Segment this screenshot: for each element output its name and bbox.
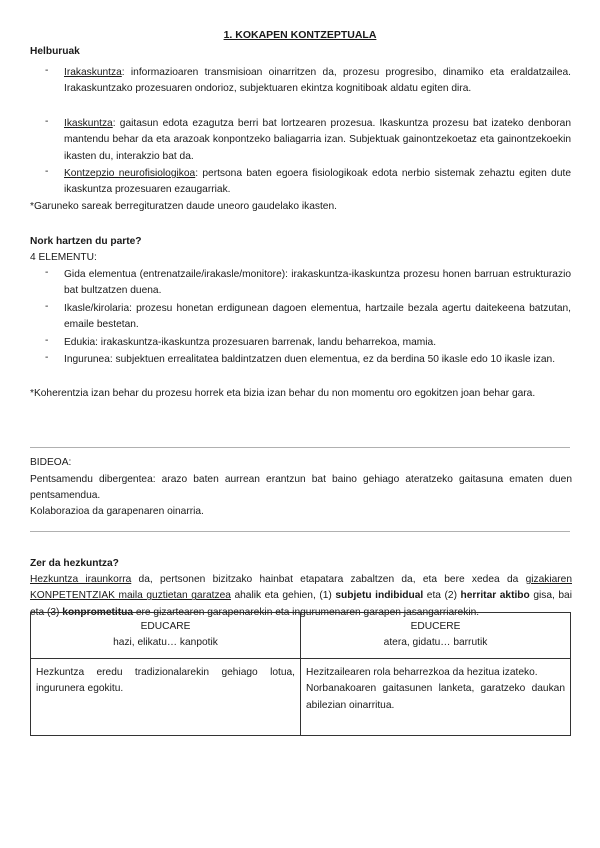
table-header-cell [301, 613, 571, 659]
bold-text: konprometitua [62, 606, 134, 618]
section-heading-hezkuntza: Zer da hezkuntza? [30, 558, 119, 569]
section-heading-nork: Nork hartzen du parte? [30, 236, 142, 247]
term: Kontzepzio neurofisiologikoa [64, 168, 196, 179]
term: Ikaskuntza [64, 118, 113, 129]
bold-text: herritar aktibo [460, 590, 530, 602]
text-run: da, pertsonen bizitzako hainbat etapatara zabaltzen da, eta bere xedea da [131, 574, 526, 585]
list-item-text: Edukia: irakaskuntza-ikaskuntza prozesuaren barrenak, landu beharrekoa, mamia. [64, 337, 437, 348]
bullet-dash: - [45, 116, 49, 127]
cell-text: Hezkuntza eredu tradizionalarekin gehiago lotua, ingurunera egokitu. [36, 666, 295, 695]
term: Irakaskuntza [64, 67, 122, 78]
list-item-text: Ikasle/kirolaria: prozesu honetan erdigunean dagoen elementua, hartzaile bezala agertu daitekeena batzutan, emaile bestetan. [64, 303, 571, 331]
divider [30, 447, 570, 448]
cell-text: Hezitzailearen rola beharrezkoa da hezitua izateko. [306, 666, 538, 678]
educare-educere-table [30, 612, 571, 736]
bullet-dash: - [45, 352, 49, 363]
column-title: EDUCARE [140, 621, 191, 632]
table-cell [31, 658, 301, 735]
paragraph: Pentsamendu dibergentea: arazo baten aurrean erantzun bat baino gehiago ateratzeko gaitasuna ematen duen pentsamendua. [30, 474, 572, 502]
text-run: ahalik eta gehien, (1) [230, 590, 336, 602]
bideoa-label: BIDEOA: [30, 457, 72, 468]
text-run: ere gizartearen garapenarekin eta ingurumenaren garapen jasangarriarekin. [133, 606, 480, 618]
text-run: eta (2) [423, 590, 461, 602]
definition: : informazioaren transmisioan oinarritzen da, prozesu progresibo, dinamiko eta eraldatzailea. Irakaskuntzako prozesuaren ondorioz, subjektuaren ekintza kognitiboak aldatu egiten dira. [64, 67, 571, 95]
subheading: 4 ELEMENTU: [30, 252, 97, 263]
table-cell [301, 658, 571, 735]
bullet-dash: - [45, 166, 49, 177]
column-subtitle: hazi, elikatu… kanpotik [113, 637, 218, 649]
column-title: EDUCERE [410, 621, 461, 632]
cell-text: Norbanakoaren gaitasunen lanketa, garatzeko daukan abilezian oinarritua. [306, 683, 565, 711]
text-run: gisa, bai eta (3) [30, 590, 572, 618]
list-item-text: Ingurunea: subjektuen errealitatea baldintzatzen duen elementua, ez da berdina 50 ikasle edo 10 ikasle izan. [64, 354, 556, 365]
note: *Garuneko sareak berregituratzen daude uneoro gaudelako ikasten. [30, 201, 337, 212]
definition: : pertsona baten egoera fisiologikoak edota nerbio sistemak zehaztu egiten dute ikaskuntza prozesuaren ezaugarriak. [64, 168, 571, 196]
note: *Koherentzia izan behar du prozesu horrek eta bizia izan behar du non momentu oro egokitzen joan behar gara. [30, 388, 536, 399]
term: Hezkuntza iraunkorra [30, 574, 132, 585]
bold-text: subjetu indibidual [335, 590, 424, 602]
bullet-dash: - [45, 301, 49, 312]
definition: : gaitasun edota ezagutza berri bat lortzearen prozesua. Ikaskuntza prozesu bat izateko denboran mantendu behar da eta arazoak konpontzeko baliagarria izan. Subjektuak gainontzekoetaz eta gainontzekoekin ikasten du, interakzio bat da. [64, 118, 571, 162]
table-header-cell [31, 613, 301, 659]
underlined-text: gizakiaren KONPETENTZIAK maila guztietan garatzea [30, 574, 572, 602]
divider [30, 531, 570, 532]
list-item-text: Gida elementua (entrenatzaile/irakasle/monitore): irakaskuntza-ikaskuntza prozesu honen barruan estrukturazio bat bultzatzen duena. [64, 269, 571, 297]
bullet-dash: - [45, 267, 49, 278]
column-subtitle: atera, gidatu… barrutik [383, 637, 488, 649]
section-heading-helburuak: Helburuak [30, 46, 80, 57]
bullet-dash: - [45, 335, 49, 346]
bullet-dash: - [45, 65, 49, 76]
page-title: 1. KOKAPEN KONTZEPTUALA [223, 29, 377, 41]
paragraph: Kolaborazioa da garapenaren oinarria. [30, 506, 204, 517]
